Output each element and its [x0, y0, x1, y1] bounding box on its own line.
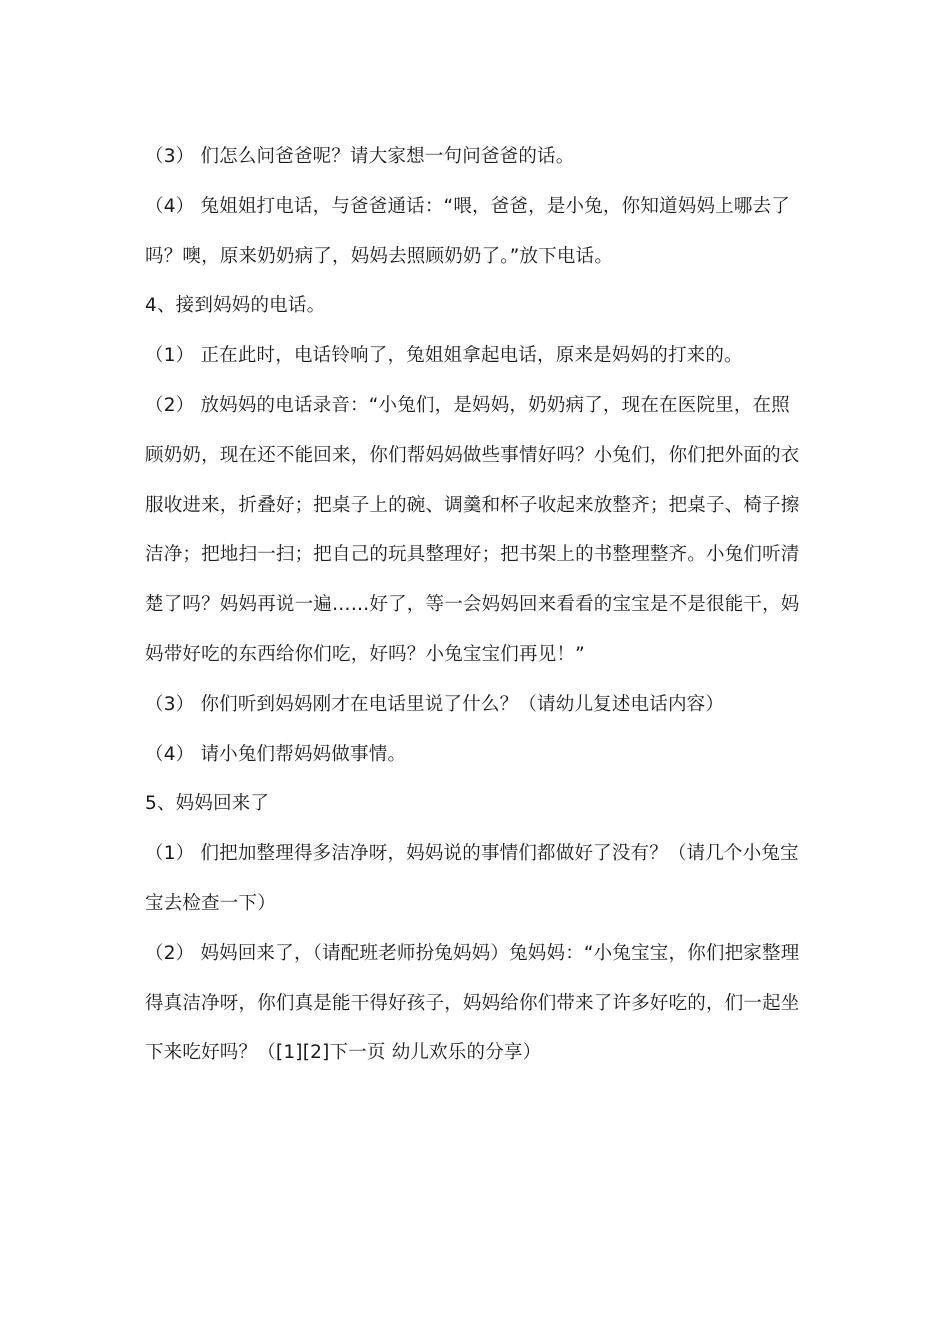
paragraph-4-phone-dad: （4） 兔姐姐打电话，与爸爸通话：“喂，爸爸，是小兔，你知道妈妈上哪去了吗？噢，原来奶奶病了，妈妈去照顾奶奶了。”放下电话。 — [145, 195, 790, 267]
section-heading-5: 5、妈妈回来了 — [145, 793, 270, 815]
paragraph-1-phone-rings: （1） 正在此时，电话铃响了，兔姐姐拿起电话，原来是妈妈的打来的。 — [145, 345, 743, 367]
document-body — [145, 132, 800, 1078]
section-heading-4: 4、接到妈妈的电话。 — [145, 295, 326, 317]
paragraph-4-help-mom: （4） 请小兔们帮妈妈做事情。 — [145, 743, 407, 765]
paragraph-3-retell: （3） 你们听到妈妈刚才在电话里说了什么？（请幼儿复述电话内容） — [145, 693, 725, 715]
paragraph-1-check: （1） 们把加整理得多洁净呀，妈妈说的事情们都做好了没有？（请几个小兔宝宝去检查一下） — [145, 843, 799, 914]
paragraph-2-mom-returns: （2） 妈妈回来了，（请配班老师扮兔妈妈）兔妈妈：“小兔宝宝，你们把家整理得真洁净呀，你们真是能干得好孩子，妈妈给你们带来了许多好吃的，们一起坐下来吃好吗？（[1][2]下一页 幼儿欢乐的分享） — [145, 942, 800, 1064]
paragraph-3-ask-dad: （3） 们怎么问爸爸呢？请大家想一句问爸爸的话。 — [145, 146, 575, 167]
paragraph-2-recording: （2） 放妈妈的电话录音：“小兔们，是妈妈，奶奶病了，现在在医院里，在照顾奶奶，现在还不能回来，你们帮妈妈做些事情好吗？小兔们，你们把外面的衣服收进来，折叠好；把桌子上的碗、调羹和杯子收起来放整齐；把桌子、椅子擦洁净；把地扫一扫；把自己的玩具整理好；把书架上的书整理整齐。小兔们听清楚了吗？妈妈再说一遍……好了，等一会妈妈回来看看的宝宝是不是很能干，妈妈带好吃的东西给你们吃，好吗？小兔宝宝们再见！” — [145, 394, 800, 665]
